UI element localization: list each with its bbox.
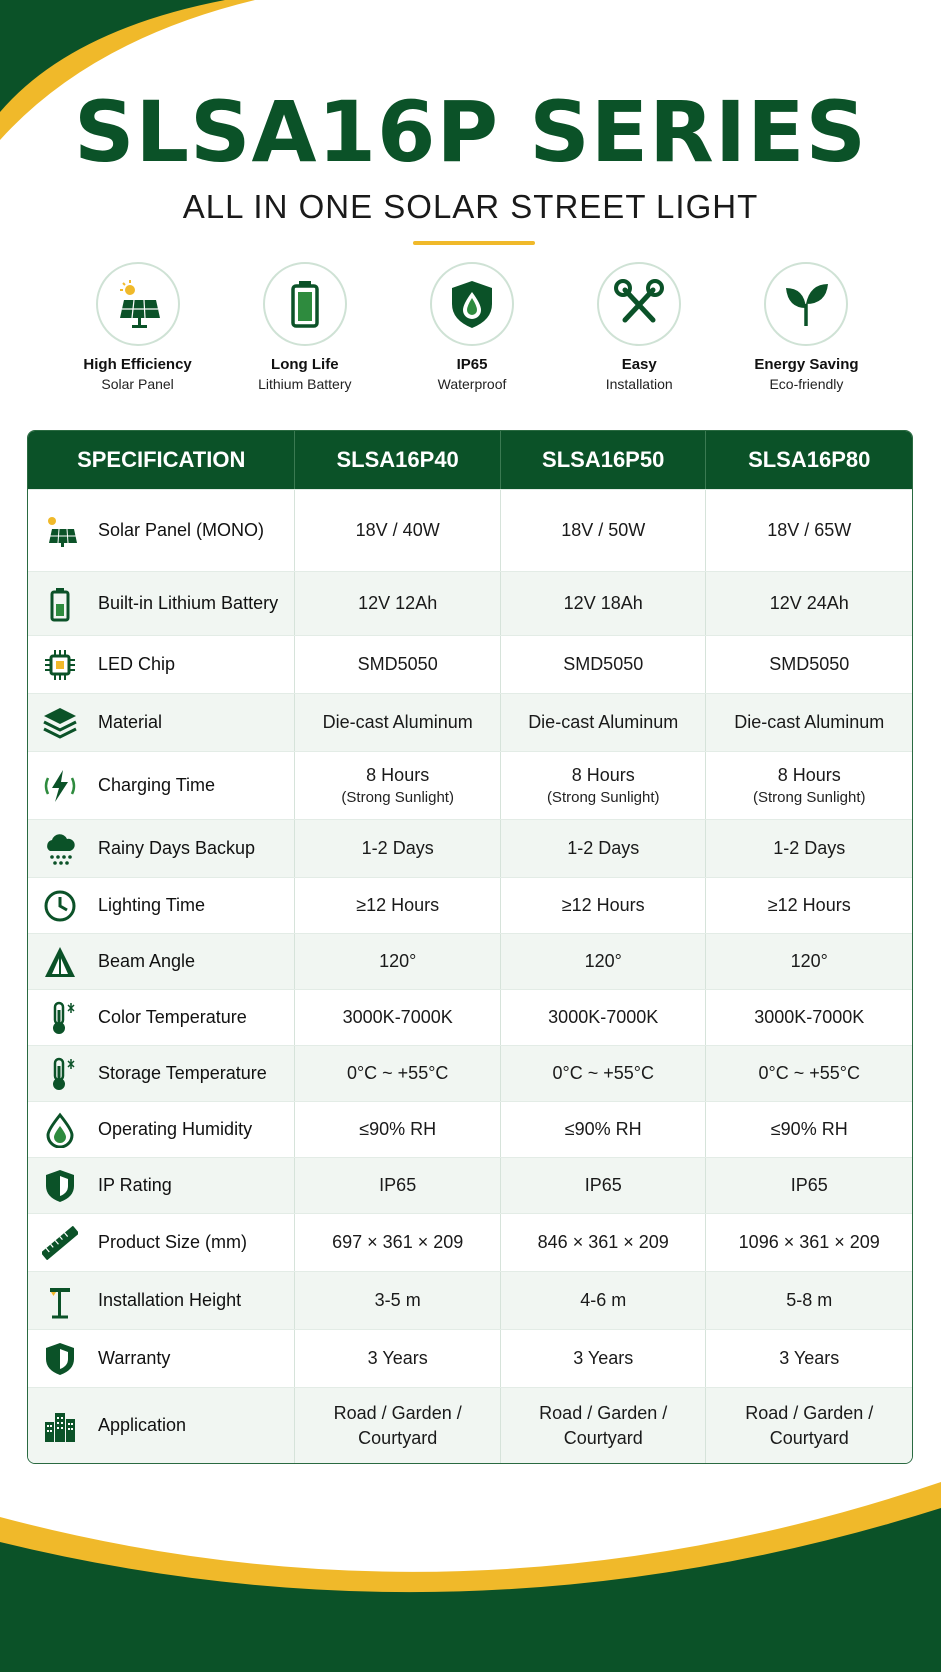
spec-value: 1-2 Days xyxy=(773,838,846,859)
spec-value-cell xyxy=(295,694,501,751)
spec-label-cell xyxy=(28,490,295,571)
spec-value-cell xyxy=(706,572,912,635)
rain-cloud-icon xyxy=(42,831,78,867)
spec-value-cell xyxy=(706,490,912,571)
table-row xyxy=(28,571,912,635)
spec-label: IP Rating xyxy=(98,1175,172,1196)
spec-value: Road / Garden / Courtyard xyxy=(539,1403,668,1448)
feature-subtitle: Eco-friendly xyxy=(769,376,844,392)
beam-angle-icon xyxy=(42,944,78,980)
spec-value: SMD5050 xyxy=(357,654,438,675)
spec-value: ≥12 Hours xyxy=(561,895,645,916)
spec-value-cell xyxy=(501,1158,707,1213)
spec-label: Solar Panel (MONO) xyxy=(98,520,265,541)
solar-panel-icon xyxy=(42,513,78,549)
spec-value: IP65 xyxy=(379,1175,417,1196)
spec-value-cell xyxy=(706,878,912,933)
feature-subtitle: Waterproof xyxy=(437,376,507,392)
spec-value-cell xyxy=(706,1272,912,1329)
spec-value-cell xyxy=(501,1046,707,1101)
spec-value: ≤90% RH xyxy=(359,1119,437,1140)
spec-value-cell xyxy=(501,636,707,693)
spec-value-note: (Strong Sunlight) xyxy=(546,788,660,806)
spec-value: 3 Years xyxy=(779,1348,840,1369)
spec-value-cell xyxy=(501,694,707,751)
spec-label-cell xyxy=(28,878,295,933)
spec-label-cell xyxy=(28,1046,295,1101)
spec-value-cell xyxy=(295,878,501,933)
shield-drop-icon xyxy=(430,262,514,346)
spec-label-cell xyxy=(28,1272,295,1329)
table-row xyxy=(28,1387,912,1463)
spec-label-cell xyxy=(28,1158,295,1213)
spec-value: IP65 xyxy=(584,1175,622,1196)
solar-panel-icon xyxy=(96,262,180,346)
spec-value-note: (Strong Sunlight) xyxy=(341,788,454,806)
spec-value-cell xyxy=(295,1388,501,1463)
spec-label-cell xyxy=(28,1388,295,1463)
spec-value: 3000K-7000K xyxy=(342,1007,453,1028)
spec-value: 1-2 Days xyxy=(361,838,434,859)
header-model-40: SLSA16P40 xyxy=(295,431,501,489)
spec-label-cell xyxy=(28,1102,295,1157)
spec-value: 697 × 361 × 209 xyxy=(332,1232,464,1253)
spec-value-cell xyxy=(295,934,501,989)
spec-value-cell xyxy=(706,990,912,1045)
table-row xyxy=(28,989,912,1045)
spec-label: Storage Temperature xyxy=(98,1063,267,1084)
header-model-50: SLSA16P50 xyxy=(501,431,707,489)
spec-value-cell xyxy=(501,1102,707,1157)
spec-value-cell xyxy=(501,934,707,989)
spec-value: 0°C ~ +55°C xyxy=(758,1063,860,1084)
feature-title: IP65 xyxy=(456,356,488,373)
thermometer-icon xyxy=(42,1000,78,1036)
spec-label-cell xyxy=(28,1330,295,1387)
street-pole-icon xyxy=(42,1283,78,1319)
table-header xyxy=(28,431,912,489)
spec-value: SMD5050 xyxy=(769,654,850,675)
spec-value: 18V / 50W xyxy=(561,520,646,541)
thermometer-icon xyxy=(42,1056,78,1092)
table-row xyxy=(28,1157,912,1213)
spec-value-cell xyxy=(706,1214,912,1271)
spec-value: 5-8 m xyxy=(786,1290,833,1311)
spec-value: 1-2 Days xyxy=(567,838,640,859)
table-row xyxy=(28,877,912,933)
spec-label-cell xyxy=(28,990,295,1045)
feature-subtitle: Lithium Battery xyxy=(258,376,352,392)
buildings-icon xyxy=(42,1408,78,1444)
spec-value-cell xyxy=(706,820,912,877)
feature-title: Easy xyxy=(621,356,657,373)
page-title: SLSA16P SERIES xyxy=(74,83,867,181)
spec-value-cell xyxy=(295,1272,501,1329)
spec-label: Beam Angle xyxy=(98,951,196,972)
spec-value-cell xyxy=(706,1046,912,1101)
feature-subtitle: Solar Panel xyxy=(101,376,174,392)
spec-value-cell xyxy=(295,490,501,571)
spec-value-cell xyxy=(501,1330,707,1387)
spec-value-cell xyxy=(295,1214,501,1271)
shield-icon xyxy=(42,1341,78,1377)
header-model-80: SLSA16P80 xyxy=(748,447,871,472)
spec-label-cell xyxy=(28,934,295,989)
table-row xyxy=(28,635,912,693)
spec-value-cell xyxy=(295,1158,501,1213)
feature-battery xyxy=(221,262,388,402)
table-row xyxy=(28,1213,912,1271)
table-row xyxy=(28,819,912,877)
spec-value: 0°C ~ +55°C xyxy=(346,1063,449,1084)
table-row xyxy=(28,489,912,571)
spec-value-cell xyxy=(706,752,912,819)
battery-icon xyxy=(42,586,78,622)
spec-value: 120° xyxy=(790,951,828,972)
spec-value-note: (Strong Sunlight) xyxy=(752,788,866,806)
spec-value-cell xyxy=(501,820,707,877)
feature-solar-panel xyxy=(54,262,221,402)
spec-value: ≤90% RH xyxy=(770,1119,848,1140)
spec-value-cell xyxy=(501,752,707,819)
table-row xyxy=(28,1271,912,1329)
spec-value: 18V / 40W xyxy=(355,520,440,541)
spec-value-cell xyxy=(706,636,912,693)
spec-label: Built-in Lithium Battery xyxy=(98,593,279,614)
spec-label-cell xyxy=(28,752,295,819)
spec-value: 8 Hours xyxy=(777,765,841,786)
spec-value: 3 Years xyxy=(367,1348,428,1369)
spec-value-cell xyxy=(706,1388,912,1463)
spec-label-cell xyxy=(28,694,295,751)
spec-value: 8 Hours xyxy=(366,765,430,786)
spec-label: Warranty xyxy=(98,1348,171,1369)
spec-label: Rainy Days Backup xyxy=(98,838,256,859)
spec-value-cell xyxy=(706,1158,912,1213)
page-subtitle: ALL IN ONE SOLAR STREET LIGHT xyxy=(182,188,759,225)
spec-label: LED Chip xyxy=(98,654,176,675)
spec-value: ≥12 Hours xyxy=(356,895,440,916)
spec-value-cell xyxy=(501,490,707,571)
layers-icon xyxy=(42,705,78,741)
spec-value: 8 Hours xyxy=(571,765,635,786)
spec-value-cell xyxy=(295,752,501,819)
spec-value: Die-cast Aluminum xyxy=(734,712,885,733)
spec-value: 0°C ~ +55°C xyxy=(552,1063,654,1084)
leaf-icon xyxy=(764,262,848,346)
tools-icon xyxy=(597,262,681,346)
feature-installation xyxy=(556,262,723,402)
spec-value: 3-5 m xyxy=(374,1290,421,1311)
spec-value-cell xyxy=(501,572,707,635)
spec-label: Application xyxy=(98,1415,187,1436)
feature-energy-saving xyxy=(723,262,890,402)
spec-value: 18V / 65W xyxy=(767,520,852,541)
spec-value: Road / Garden / Courtyard xyxy=(745,1403,874,1448)
spec-value: 120° xyxy=(584,951,622,972)
spec-value: 1096 × 361 × 209 xyxy=(738,1232,880,1253)
spec-value: ≥12 Hours xyxy=(767,895,851,916)
spec-value-cell xyxy=(501,1388,707,1463)
spec-value-cell xyxy=(295,636,501,693)
spec-value: 120° xyxy=(379,951,417,972)
spec-value: 3000K-7000K xyxy=(754,1007,865,1028)
spec-value-cell xyxy=(501,990,707,1045)
spec-label: Product Size (mm) xyxy=(98,1232,248,1253)
feature-title: Long Life xyxy=(271,356,339,373)
spec-label: Charging Time xyxy=(98,775,216,796)
spec-value-cell xyxy=(501,1272,707,1329)
spec-label: Lighting Time xyxy=(98,895,206,916)
spec-value: 12V 12Ah xyxy=(358,593,438,614)
spec-value-cell xyxy=(501,1214,707,1271)
spec-value-cell xyxy=(295,1046,501,1101)
spec-value-cell xyxy=(295,820,501,877)
battery-icon xyxy=(263,262,347,346)
ruler-icon xyxy=(42,1225,78,1261)
spec-label-cell xyxy=(28,572,295,635)
spec-label: Operating Humidity xyxy=(98,1119,253,1140)
spec-value: Die-cast Aluminum xyxy=(322,712,473,733)
feature-waterproof xyxy=(388,262,555,402)
spec-value: Die-cast Aluminum xyxy=(528,712,679,733)
feature-title: Energy Saving xyxy=(754,356,859,373)
table-row xyxy=(28,693,912,751)
spec-label-cell xyxy=(28,1214,295,1271)
spec-value: SMD5050 xyxy=(563,654,644,675)
spec-value-cell xyxy=(706,1102,912,1157)
spec-value-cell xyxy=(295,572,501,635)
spec-value: 3 Years xyxy=(573,1348,634,1369)
feature-subtitle: Installation xyxy=(605,376,673,392)
feature-highlights xyxy=(54,262,890,402)
title-divider xyxy=(413,241,535,245)
shield-icon xyxy=(42,1168,78,1204)
table-row xyxy=(28,1045,912,1101)
spec-value: 846 × 361 × 209 xyxy=(537,1232,669,1253)
table-row xyxy=(28,1101,912,1157)
spec-value: Road / Garden / Courtyard xyxy=(333,1403,462,1448)
table-row xyxy=(28,751,912,819)
spec-value: 12V 24Ah xyxy=(769,593,849,614)
spec-value-cell xyxy=(706,694,912,751)
table-row xyxy=(28,1329,912,1387)
spec-value-cell xyxy=(295,1102,501,1157)
spec-label-cell xyxy=(28,636,295,693)
feature-title: High Efficiency xyxy=(83,356,192,373)
clock-icon xyxy=(42,888,78,924)
spec-value-cell xyxy=(706,1330,912,1387)
humidity-drop-icon xyxy=(42,1112,78,1148)
table-row xyxy=(28,933,912,989)
spec-value: 3000K-7000K xyxy=(548,1007,659,1028)
lightning-icon xyxy=(42,768,78,804)
spec-label-cell xyxy=(28,820,295,877)
chip-icon xyxy=(42,647,78,683)
spec-value-cell xyxy=(295,1330,501,1387)
spec-label: Installation Height xyxy=(98,1290,242,1311)
bottom-wave-decoration xyxy=(0,1442,941,1672)
spec-value-cell xyxy=(706,934,912,989)
spec-label: Color Temperature xyxy=(98,1007,247,1028)
spec-value: 12V 18Ah xyxy=(563,593,643,614)
spec-label: Material xyxy=(98,712,163,733)
spec-value-cell xyxy=(295,990,501,1045)
spec-value: ≤90% RH xyxy=(564,1119,642,1140)
spec-value: 4-6 m xyxy=(580,1290,627,1311)
header-specification: SPECIFICATION xyxy=(28,431,295,489)
spec-value-cell xyxy=(501,878,707,933)
specification-table xyxy=(27,430,913,1464)
spec-value: IP65 xyxy=(790,1175,828,1196)
